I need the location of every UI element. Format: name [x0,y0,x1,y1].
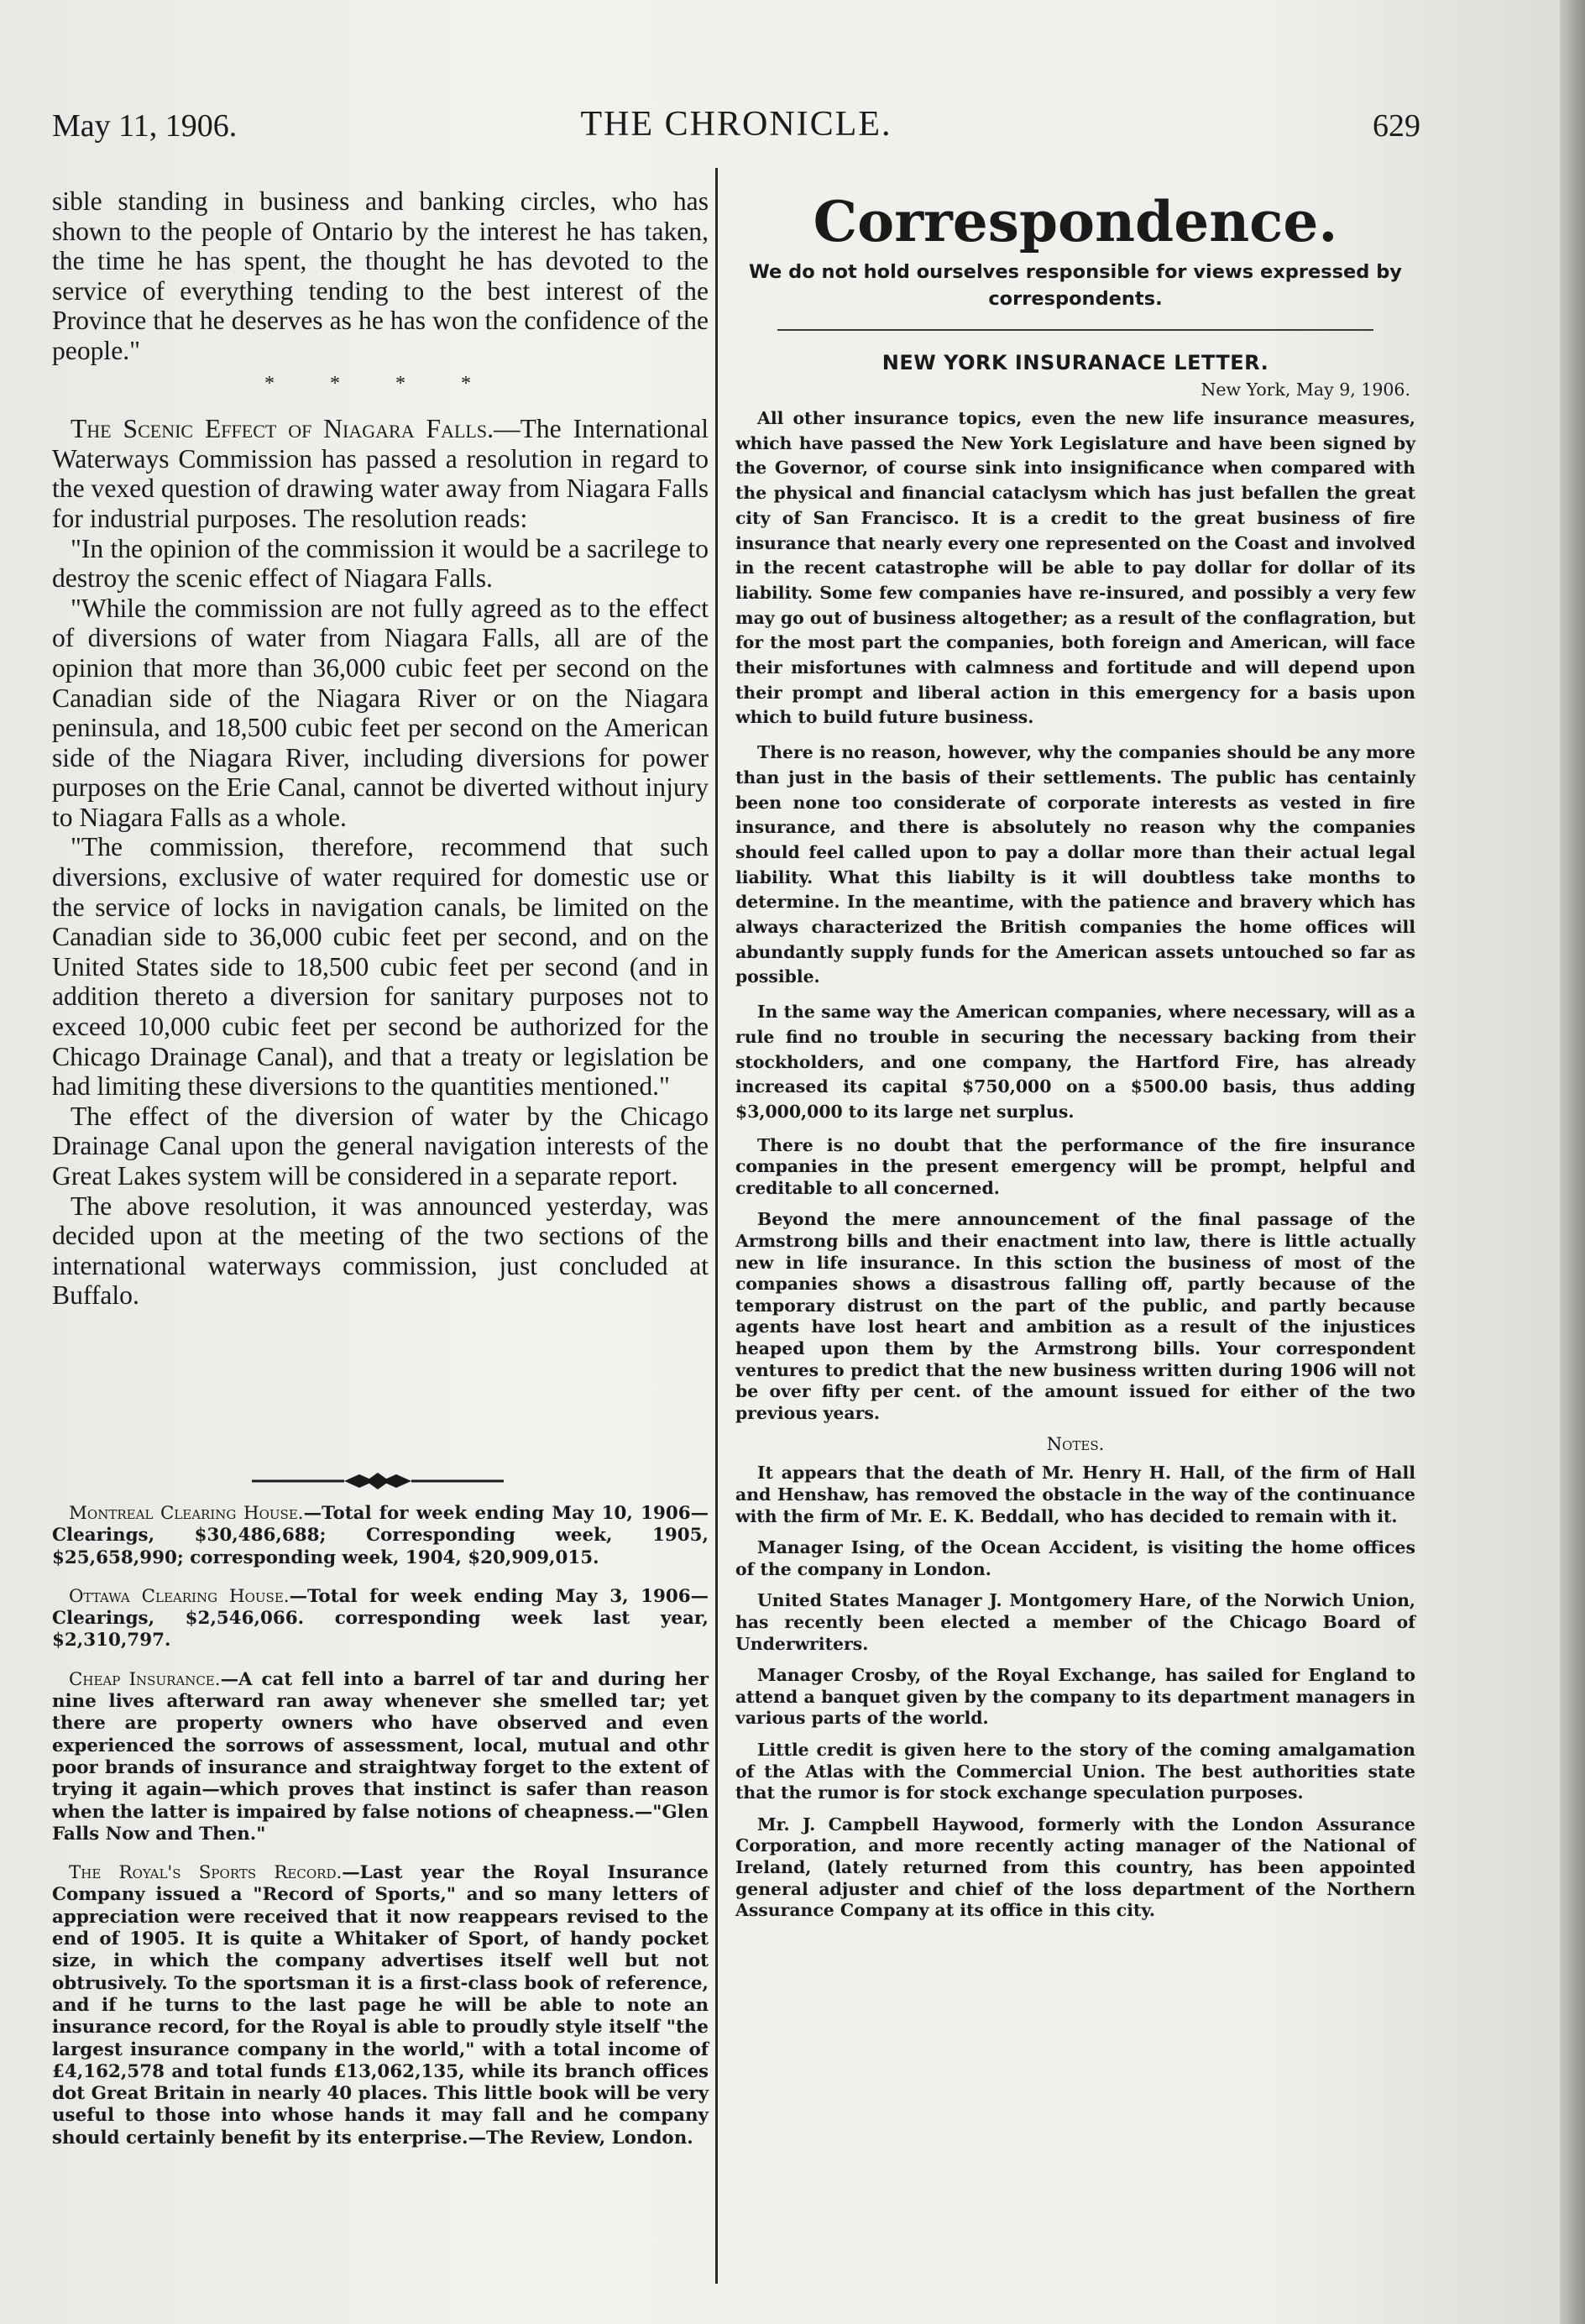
note-royal-sports-record: The Royal's Sports Record.—Last year the Royal Insurance Company issued a "Record of Sports," and so many letters of appreciation were received that it now reappears revised to the end of 1905. It is quite a Whitaker of Sport, of handy pocket size, in which the company advertises itself well but not obtrusively. To the sportsman it is a first-class book of reference, and if he turns to the last page he will be able to note an insurance record, for the Royal is able to proudly style itself "the largest insurance company in the world," with a total income of £4,162,578 and total funds £13,062,135, while its branch offices dot Great Britain in nearly 40 places. This little book will be very useful to those into whose hands it may fall and he company should certainly benefit by its enterprise.—The Review, London. [52,1862,709,2149]
note-item: Mr. J. Campbell Haywood, formerly with the London Assurance Corporation, and more recently acting manager of the National of Ireland, (lately returned from this country, has been appointed general adjuster and chief of the loss department of the Northern Assurance Company at its office in this city. [735,1814,1415,1921]
letter-paragraph: There is no doubt that the performance of the fire insurance companies in the present emergency will be prompt, helpful and creditable to all concerned. [735,1134,1415,1198]
note-item: Manager Ising, of the Ocean Accident, is visiting the home offices of the company in London. [735,1537,1415,1579]
letter-title: NEW YORK INSURANACE LETTER. [881,351,1269,374]
left-notes [52,1503,709,2166]
page-header [52,99,1420,149]
note-cheap-insurance: Cheap Insurance.—A cat fell into a barrel of tar and during her nine lives afterward ran away whenever she smelled tar; yet there are property owners who have observed and even experienced the sorrows of assessment, local, mutual and othr poor brands of insurance and straightway forget to the extent of trying it again—which proves that instinct is safer than reason when the latter is impaired by false notions of cheapness.—"Glen Falls Now and Then." [52,1668,709,1845]
section-separator-stars: * * * * [264,372,496,395]
niagara-paragraph-1 [52,414,709,533]
niagara-paragraph-4: "The commission, therefore, recommend that such diversions, exclusive of water required for domestic use or the service of locks in navigation canals, be limited on the Canadian side to 36,000 cubic feet per second, and on the United States side to 18,500 cubic feet per second (and in addition thereto a diversion for sanitary purposes not to exceed 10,000 cubic feet per second be authorized for the Chicago Drainage Canal), and that a treaty or legislation be had limiting these diversions to the quantities mentioned." [52,832,709,1102]
section-rule [777,329,1373,331]
letter-paragraph: All other insurance topics, even the new life insurance measures, which have passed the New York Legislature and have been signed by the Governor, of course sink into insignificance when compared with the physical and financial cataclysm which has just befallen the great city of San Francisco. It is a credit to the great business of fire insurance that nearly every one represented on the Coast and involved in the recent catastrophe will be able to pay dollar for dollar of its liability. Some few companies have re-insured, and possibly a very few may go out of business altogether; as a result of the conflagration, but for the most part the companies, both foreign and American, will face their misfortunes with calmness and fortitude and will depend upon their prompt and liberal action in this emergency for a basis upon which to build future business. [735,408,1415,728]
note-item: Manager Crosby, of the Royal Exchange, has sailed for England to attend a banquet given by the company to its department managers in various parts of the world. [735,1665,1415,1729]
note-item: Little credit is given here to the story of the coming amalgamation of the Atlas with the Commercial Union. The best authorities state that the rumor is for stock exchange speculation purposes. [735,1739,1415,1803]
note-item: United States Manager J. Montgomery Hare, of the Norwich Union, has recently been elected a member of the Chicago Board of Underwriters. [735,1590,1415,1654]
notes-heading: Notes. [1046,1434,1105,1455]
note-item: It appears that the death of Mr. Henry H. Hall, of the firm of Hall and Henshaw, has removed the obstacle in the way of the continuance with the firm of Mr. E. K. Beddall, who has decided to remain with it. [735,1463,1415,1526]
note-ottawa-clearing: Ottawa Clearing House.—Total for week ending May 3, 1906—Clearings, $2,546,066. corresponding week last year, $2,310,797. [52,1585,709,1651]
notes-list [735,1463,1415,1921]
intro-paragraph: sible standing in business and banking circles, who has shown to the people of Ontario by the interest he has taken, the time he has spent, the thought he has devoted to the service of everything tending to the best interest of the Province that he deserves as he has won the confidence of the people." [52,186,709,365]
niagara-paragraph-2: "In the opinion of the commission it would be a sacrilege to destroy the scenic effect of Niagara Falls. [52,533,709,594]
letter-body-continued [735,1135,1415,1425]
ornament-divider [252,1471,504,1491]
section-title: Correspondence. [813,189,1338,254]
disclaimer: We do not hold ourselves responsible for views expressed by correspondents. [749,261,1402,310]
niagara-para1-text: —The International Waterways Commission has passed a resolution in regard to the vexed question of drawing water away from Niagara Falls for industrial purposes. The resolution reads: [52,414,709,533]
niagara-lead: The Scenic Effect of Niagara Falls. [71,414,494,444]
right-column [735,186,1415,1932]
column-divider [715,168,718,2284]
niagara-paragraph-3: "While the commission are not fully agreed as to the effect of diversions of water from Niagara Falls, all are of the opinion that more than 36,000 cubic feet per second on the Canadian side of the Niagara River or on the Niagara peninsula, and 18,500 cubic feet per second on the American side of the Niagara River, including diversions for power purposes on the Erie Canal, cannot be diverted without injury to Niagara Falls as a whole. [52,593,709,832]
letter-paragraph: In the same way the American companies, where necessary, will as a rule find no trouble in securing the necessary backing from their stockholders, and one company, the Hartford Fire, has already increased its capital $750,000 on a $500.00 basis, thus adding $3,000,000 to its large net surplus. [735,1002,1415,1122]
left-column [52,186,709,1311]
niagara-paragraph-6: The above resolution, it was announced yesterday, was decided upon at the meeting of the two sections of the international waterways commission, just concluded at Buffalo. [52,1191,709,1311]
dateline: New York, May 9, 1906. [1201,379,1410,400]
letter-body [735,406,1415,1125]
note-montreal-clearing: Montreal Clearing House.—Total for week ending May 10, 1906—Clearings, $30,486,688; Corresponding week, 1905, $25,658,990; corresponding week, 1904, $20,909,015. [52,1503,709,1568]
masthead: THE CHRONICLE. [580,105,892,144]
issue-date: May 11, 1906. [52,108,238,144]
page-edge [1560,0,1585,2324]
niagara-paragraph-5: The effect of the diversion of water by the Chicago Drainage Canal upon the general navigation interests of the Great Lakes system will be considered in a separate report. [52,1101,709,1191]
page-number: 629 [1373,108,1420,144]
letter-paragraph: Beyond the mere announcement of the final passage of the Armstrong bills and their enactment into law, there is little actually new in life insurance. In this sction the business of most of the companies shows a disastrous falling off, partly because of the temporary distrust on the part of the public, and partly because agents have lost heart and ambition as a result of the injustices heaped upon them by the Armstrong bills. Your correspondent ventures to predict that the new business written during 1906 will not be over fifty per cent. of the amount issued for either of the two previous years. [735,1209,1415,1423]
letter-paragraph: There is no reason, however, why the companies should be any more than just in the basis of their settlements. The public has centainly been none too considerate of corporate interests as vested in fire insurance, and there is absolutely no reason why the companies should feel called upon to pay a dollar more than their actual legal liability. What this liabilty is it will doubtless take months to determine. In the meantime, with the patience and bravery which has always characterized the British companies the home offices will abundantly supply funds for the American assets untouched so far as possible. [735,742,1415,987]
